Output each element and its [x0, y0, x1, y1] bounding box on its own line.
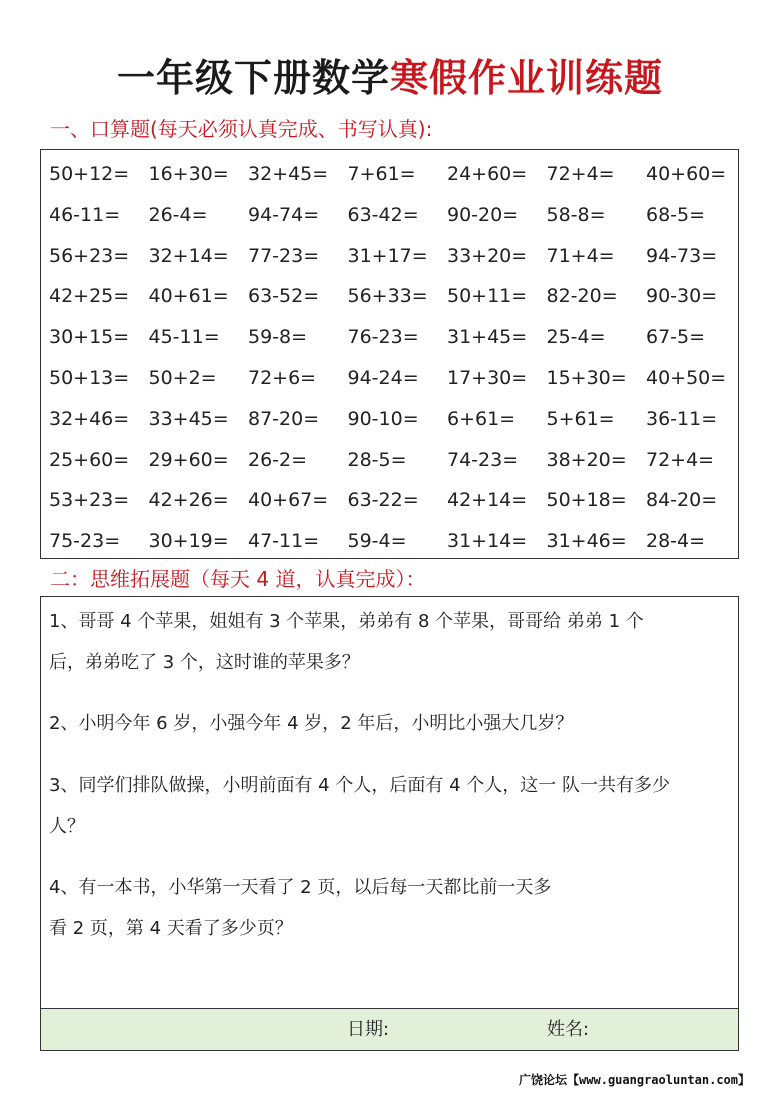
- arithmetic-item: 47-11=: [248, 530, 320, 553]
- arithmetic-item: 68-5=: [646, 203, 706, 226]
- arithmetic-item: 29+60=: [148, 448, 229, 471]
- word-problem-4-line-2: 看 2 页，第 4 天看了多少页？: [49, 918, 293, 939]
- arithmetic-item: 33+20=: [447, 244, 528, 267]
- arithmetic-item: 53+23=: [49, 489, 130, 512]
- arithmetic-item: 63-52=: [248, 285, 320, 308]
- arithmetic-item: 15+30=: [546, 366, 627, 389]
- arithmetic-item: 74-23=: [447, 448, 519, 471]
- title-part-1: 一年级下册数学: [116, 56, 390, 100]
- arithmetic-item: 42+26=: [148, 489, 229, 512]
- arithmetic-item: 25-4=: [546, 326, 606, 349]
- section-1-heading: 一、口算题(每天必须认真完成、书写认真):: [50, 117, 433, 141]
- arithmetic-item: 50+18=: [546, 489, 627, 512]
- arithmetic-item: 40+61=: [148, 285, 229, 308]
- arithmetic-item: 32+46=: [49, 407, 130, 430]
- arithmetic-item: 87-20=: [248, 407, 320, 430]
- arithmetic-item: 59-8=: [248, 326, 308, 349]
- arithmetic-item: 40+67=: [248, 489, 329, 512]
- arithmetic-item: 58-8=: [546, 203, 606, 226]
- arithmetic-item: 67-5=: [646, 326, 706, 349]
- word-problem-2-line-1: 2、小明今年 6 岁，小强今年 4 岁，2 年后，小明比小强大几岁？: [49, 713, 574, 734]
- arithmetic-item: 75-23=: [49, 530, 121, 553]
- arithmetic-item: 50+11=: [447, 285, 528, 308]
- mental-arithmetic-box: [40, 149, 739, 559]
- arithmetic-item: 45-11=: [148, 326, 220, 349]
- arithmetic-item: 90-10=: [347, 407, 419, 430]
- arithmetic-item: 31+14=: [447, 530, 528, 553]
- footer-bar: [41, 1008, 738, 1050]
- arithmetic-item: 82-20=: [546, 285, 618, 308]
- arithmetic-item: 94-24=: [347, 366, 419, 389]
- arithmetic-item: 7+61=: [347, 163, 416, 185]
- arithmetic-item: 72+4=: [646, 448, 715, 471]
- arithmetic-item: 40+50=: [646, 366, 727, 389]
- arithmetic-item: 50+2=: [148, 366, 217, 389]
- arithmetic-item: 94-74=: [248, 203, 320, 226]
- arithmetic-item: 72+4=: [546, 163, 615, 185]
- arithmetic-item: 59-4=: [347, 530, 407, 553]
- arithmetic-item: 56+33=: [347, 285, 428, 308]
- arithmetic-item: 50+12=: [49, 163, 130, 185]
- word-problem-3: [49, 765, 729, 847]
- arithmetic-item: 63-22=: [347, 489, 419, 512]
- word-problem-2: [49, 703, 729, 744]
- arithmetic-item: 84-20=: [646, 489, 718, 512]
- arithmetic-item: 63-42=: [347, 203, 419, 226]
- arithmetic-item: 5+61=: [546, 407, 615, 430]
- arithmetic-item: 40+60=: [646, 163, 727, 185]
- arithmetic-item: 71+4=: [546, 244, 615, 267]
- date-label: 日期:: [347, 1019, 390, 1040]
- arithmetic-item: 26-2=: [248, 448, 308, 471]
- arithmetic-item: 31+45=: [447, 326, 528, 349]
- arithmetic-item: 17+30=: [447, 366, 528, 389]
- word-problem-1: [49, 601, 729, 683]
- arithmetic-item: 76-23=: [347, 326, 419, 349]
- arithmetic-item: 28-5=: [347, 448, 407, 471]
- word-problem-3-line-2: 人？: [49, 816, 85, 837]
- word-problem-4-line-1: 4、有一本书，小华第一天看了 2 页，以后每一天都比前一天多: [49, 877, 552, 898]
- arithmetic-item: 32+14=: [148, 244, 229, 267]
- word-problem-1-line-1: 1、哥哥 4 个苹果，姐姐有 3 个苹果，弟弟有 8 个苹果，哥哥给 弟弟 1 个: [49, 611, 644, 632]
- arithmetic-item: 31+46=: [546, 530, 627, 553]
- arithmetic-item: 32+45=: [248, 163, 329, 185]
- page-title: [0, 50, 780, 106]
- arithmetic-grid: [49, 154, 746, 562]
- arithmetic-item: 36-11=: [646, 407, 718, 430]
- arithmetic-item: 16+30=: [148, 163, 229, 185]
- word-problem-1-line-2: 后，弟弟吃了 3 个，这时谁的苹果多？: [49, 652, 360, 673]
- arithmetic-item: 50+13=: [49, 366, 130, 389]
- arithmetic-item: 77-23=: [248, 244, 320, 267]
- arithmetic-item: 30+19=: [148, 530, 229, 553]
- arithmetic-item: 46-11=: [49, 203, 121, 226]
- arithmetic-item: 6+61=: [447, 407, 516, 430]
- arithmetic-item: 94-73=: [646, 244, 718, 267]
- arithmetic-item: 42+14=: [447, 489, 528, 512]
- arithmetic-item: 90-30=: [646, 285, 718, 308]
- arithmetic-item: 90-20=: [447, 203, 519, 226]
- arithmetic-item: 28-4=: [646, 530, 706, 553]
- arithmetic-item: 25+60=: [49, 448, 130, 471]
- word-problem-4: [49, 867, 729, 949]
- arithmetic-item: 38+20=: [546, 448, 627, 471]
- word-problems-box: [40, 596, 739, 1051]
- arithmetic-item: 33+45=: [148, 407, 229, 430]
- arithmetic-item: 30+15=: [49, 326, 130, 349]
- name-label: 姓名:: [547, 1019, 590, 1040]
- word-problem-3-line-1: 3、同学们排队做操，小明前面有 4 个人，后面有 4 个人，这一 队一共有多少: [49, 775, 670, 796]
- arithmetic-item: 24+60=: [447, 163, 528, 185]
- section-2-heading: 二：思维拓展题（每天 4 道，认真完成）：: [50, 567, 426, 591]
- arithmetic-item: 31+17=: [347, 244, 428, 267]
- arithmetic-item: 26-4=: [148, 203, 208, 226]
- arithmetic-item: 56+23=: [49, 244, 130, 267]
- arithmetic-item: 72+6=: [248, 366, 317, 389]
- title-part-2: 寒假作业训练题: [390, 56, 664, 100]
- arithmetic-item: 42+25=: [49, 285, 130, 308]
- site-watermark: 广饶论坛【www.guangraoluntan.com】: [519, 1073, 750, 1087]
